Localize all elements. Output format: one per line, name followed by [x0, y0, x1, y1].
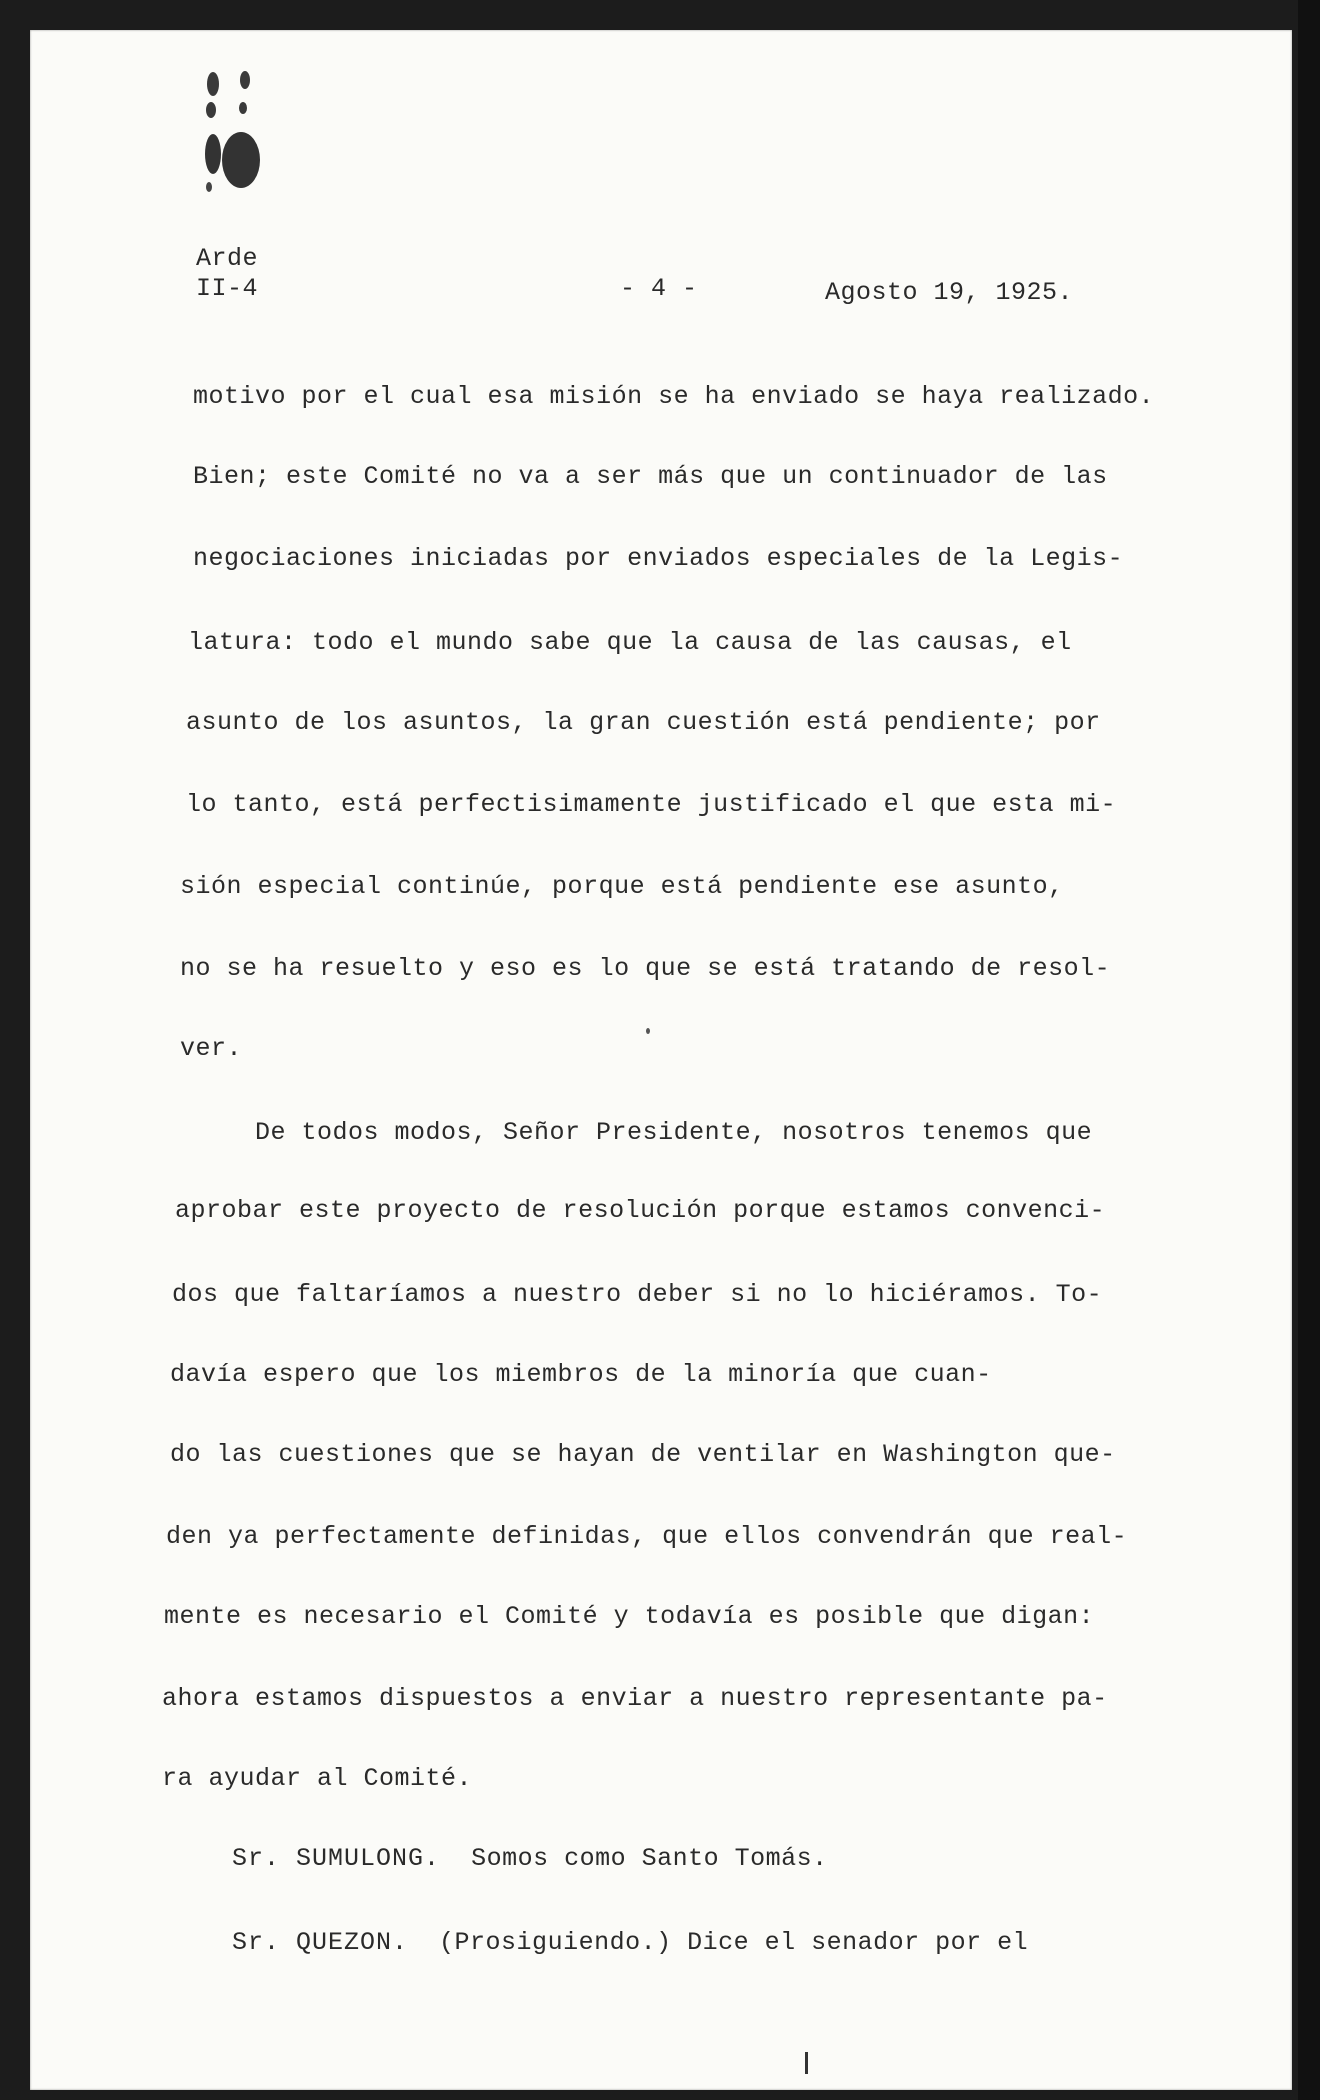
body-line: ver. [180, 1034, 243, 1063]
body-line: davía espero que los miembros de la minoría que cuan- [170, 1360, 992, 1389]
body-line: aprobar este proyecto de resolución porque estamos convenci- [175, 1196, 1106, 1225]
document-date: Agosto 19, 1925. [825, 278, 1074, 307]
speech-text: Somos como Santo Tomás. [471, 1844, 828, 1873]
speech-line [232, 1928, 1028, 1957]
body-line: De todos modos, Señor Presidente, nosotros tenemos que [255, 1118, 1093, 1147]
body-line: mente es necesario el Comité y todavía es posible que digan: [164, 1602, 1095, 1631]
body-line: Bien; este Comité no va a ser más que un continuador de las [193, 462, 1108, 491]
speaker-name: Sr. SUMULONG. [232, 1844, 441, 1873]
document-code [196, 244, 258, 304]
speaker-name: Sr. QUEZON. [232, 1928, 409, 1957]
ink-blot-mark [185, 62, 275, 212]
body-line: asunto de los asuntos, la gran cuestión está pendiente; por [186, 708, 1101, 737]
body-line: latura: todo el mundo sabe que la causa de las causas, el [188, 628, 1072, 657]
scan-edge [1298, 0, 1320, 2100]
speech-line [232, 1844, 828, 1873]
stray-mark [646, 1028, 650, 1034]
body-line: no se ha resuelto y eso es lo que se está tratando de resol- [180, 954, 1111, 983]
document-code-line-1: Arde [196, 244, 259, 273]
page-number: - 4 - [620, 274, 698, 303]
body-line: dos que faltaríamos a nuestro deber si no lo hiciéramos. To- [172, 1280, 1103, 1309]
body-line: sión especial continúe, porque está pendiente ese asunto, [180, 872, 1064, 901]
body-line: ra ayudar al Comité. [162, 1764, 473, 1793]
body-line: do las cuestiones que se hayan de ventilar en Washington que- [170, 1440, 1116, 1469]
body-line: lo tanto, está perfectisimamente justificado el que esta mi- [186, 790, 1117, 819]
body-line: ahora estamos dispuestos a enviar a nuestro representante pa- [162, 1684, 1108, 1713]
document-code-line-2: II-4 [196, 274, 259, 303]
speech-text: (Prosiguiendo.) Dice el senador por el [439, 1928, 1029, 1957]
body-line: negociaciones iniciadas por enviados especiales de la Legis- [193, 544, 1124, 573]
stray-mark [805, 2052, 808, 2074]
body-line: den ya perfectamente definidas, que ellos convendrán que real- [166, 1522, 1128, 1551]
body-line: motivo por el cual esa misión se ha enviado se haya realizado. [193, 382, 1155, 411]
